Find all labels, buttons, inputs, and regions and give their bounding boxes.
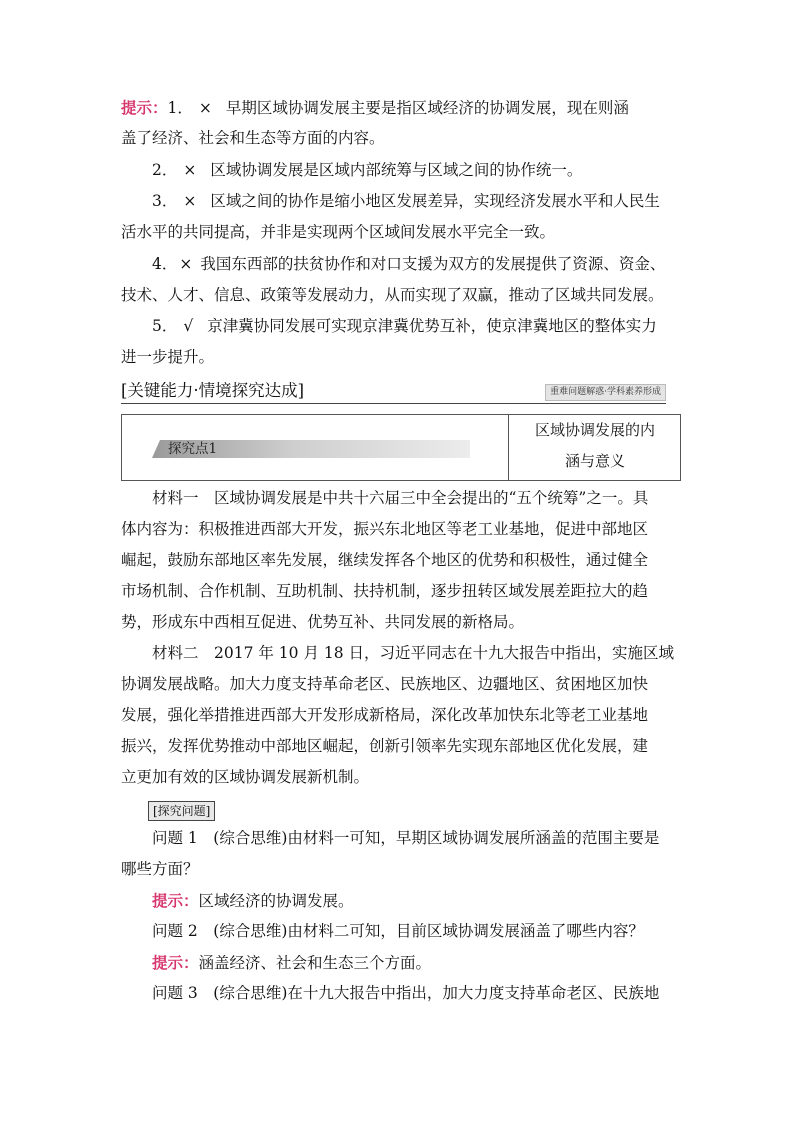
tip-3-text-1: 区域之间的协作是缩小地区发展差异，实现经济发展水平和人民生 (210, 192, 660, 210)
section-header (121, 379, 666, 404)
material-1-line-5: 势，形成东中西相互促进、优势互补、共同发展的新格局。 (121, 613, 525, 631)
explore-point-box (121, 414, 681, 481)
tip-4-text-2: 技术、人才、信息、政策等发展动力，从而实现了双赢，推动了区域共同发展。 (121, 286, 664, 304)
question-2: 问题 2 (综合思维)由材料二可知，目前区域协调发展涵盖了哪些内容？ (152, 922, 644, 940)
tip-4-text-1: 我国东西部的扶贫协作和对口支援为双方的发展提供了资源、资金、 (200, 255, 666, 273)
tip-5-line-2 (121, 342, 681, 374)
tip-label: 提示： (152, 953, 199, 972)
tip-3-line-2 (121, 217, 681, 249)
material-1-line-1: 材料一 区域协调发展是中共十六届三中全会提出的“五个统筹”之一。具 (152, 489, 649, 507)
material-2-line-4: 振兴，发挥优势推动中部地区崛起，创新引领率先实现东部地区优化发展，建 (121, 737, 649, 755)
tip-3-text-2: 活水平的共同提高，并非是实现两个区域间发展水平完全一致。 (121, 223, 556, 241)
questions-label: [探究问题] (148, 801, 215, 821)
tip-1-mark: × (198, 99, 212, 117)
tip-5-line-1 (152, 311, 682, 343)
section-tag: 重难问题解惑·学科素养形成 (545, 384, 666, 401)
material-2-line-3: 发展，强化举措推进西部大开发形成新格局，深化改革加快东北等老工业基地 (121, 706, 649, 724)
section-title: [关键能力·情境探究达成] (121, 381, 305, 400)
material-1-line-3: 崛起，鼓励东部地区率先发展，继续发挥各个地区的优势和积极性，通过健全 (121, 551, 649, 569)
material-1-line-4: 市场机制、合作机制、互助机制、扶持机制，逐步扭转区域发展差距拉大的趋 (121, 582, 649, 600)
explore-point-label: 探究点1 (168, 441, 218, 457)
answer-2 (152, 947, 712, 980)
tip-2-text: 区域协调发展是区域内部统筹与区域之间的协作统一。 (210, 161, 583, 179)
tip-label: 提示： (152, 891, 199, 910)
explore-point-topic (509, 415, 681, 480)
tip-5-number: 5． (152, 317, 178, 335)
material-2-line-5: 立更加有效的区域协调发展新机制。 (121, 768, 370, 786)
explore-topic-line-1: 区域协调发展的内 (534, 421, 655, 439)
explore-point-banner-cell (122, 415, 509, 480)
banner-notch-shape (152, 440, 160, 458)
tip-5-mark: √ (183, 317, 194, 335)
tip-1-text-2: 盖了经济、社会和生态等方面的内容。 (121, 129, 385, 147)
material-2-line-1: 材料二 2017 年 10 月 18 日，习近平同志在十九大报告中指出，实施区域 (152, 644, 675, 662)
tip-label: 提示： (121, 98, 168, 117)
tip-2-mark: × (183, 161, 197, 179)
tip-3-mark: × (183, 192, 197, 210)
answer-1-text: 区域经济的协调发展。 (198, 892, 354, 910)
question-1-line-1: 问题 1 (综合思维)由材料一可知，早期区域协调发展所涵盖的范围主要是 (152, 829, 660, 847)
tip-4-line-2 (121, 280, 681, 312)
tip-5-text-2: 进一步提升。 (121, 348, 215, 366)
question-1-line-2: 哪些方面？ (121, 860, 199, 878)
answer-2-text: 涵盖经济、社会和生态三个方面。 (198, 954, 432, 972)
material-2-line-2: 协调发展战略。加大力度支持革命老区、民族地区、边疆地区、贫困地区加快 (121, 675, 649, 693)
answer-1 (152, 885, 712, 918)
tip-2-number: 2． (152, 161, 178, 179)
tip-5-text-1: 京津冀协同发展可实现京津冀优势互补，使京津冀地区的整体实力 (207, 317, 657, 335)
tip-2-line (152, 155, 712, 187)
question-3: 问题 3 (综合思维)在十九大报告中指出，加大力度支持革命老区、民族地 (152, 984, 660, 1002)
tip-1-number: 1． (167, 99, 193, 117)
tip-4-mark: × (179, 255, 193, 273)
material-1-line-2: 体内容为：积极推进西部大开发，振兴东北地区等老工业基地，促进中部地区 (121, 520, 649, 538)
tip-1-line-2 (121, 123, 681, 155)
tip-1-line-1 (121, 92, 681, 125)
tip-4-number: 4． (152, 255, 178, 273)
tip-3-number: 3． (152, 192, 178, 210)
tip-3-line-1 (152, 186, 682, 218)
tip-4-line-1 (152, 249, 682, 281)
tip-1-text-1: 早期区域协调发展主要是指区域经济的协调发展，现在则涵 (225, 99, 629, 117)
explore-topic-line-2: 涵与意义 (564, 452, 625, 470)
